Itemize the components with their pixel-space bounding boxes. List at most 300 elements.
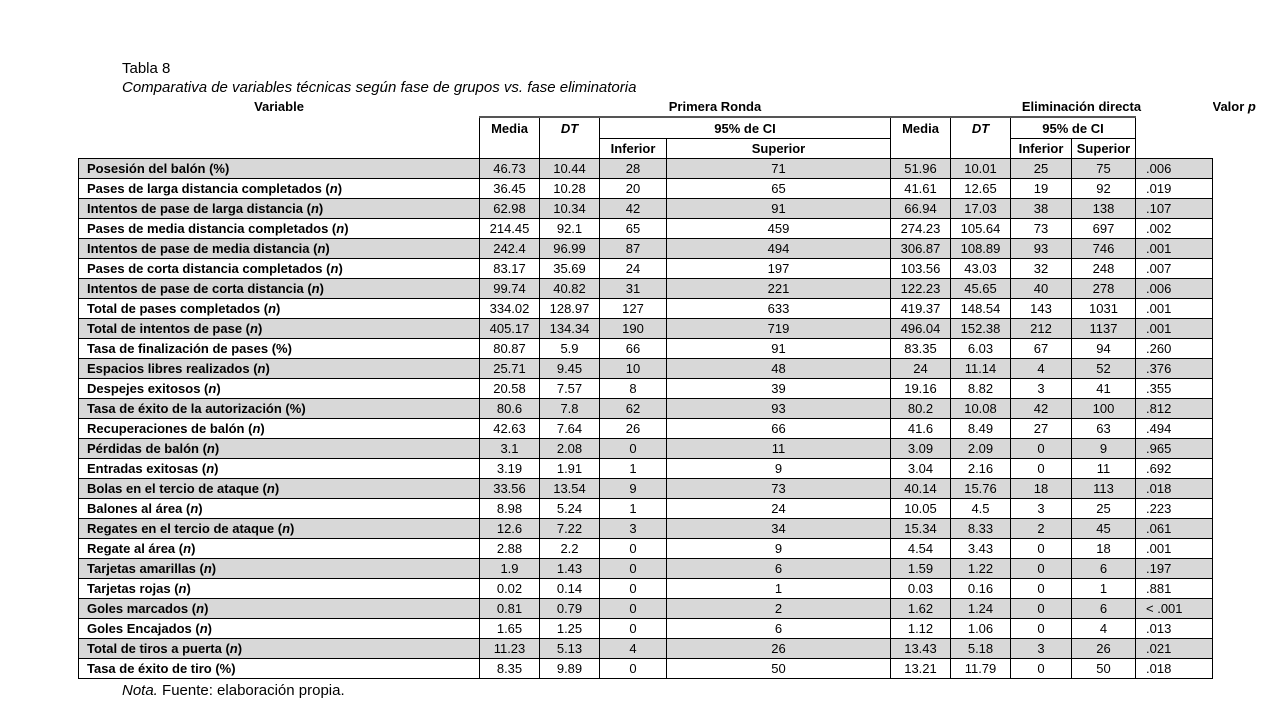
variable-cell: Recuperaciones de balón (n) [79, 419, 480, 439]
table-row [79, 519, 1277, 539]
ci-upper-2-cell: 45 [1072, 519, 1136, 539]
ci-upper-2-cell: 63 [1072, 419, 1136, 439]
mean-1-cell: 3.19 [480, 459, 540, 479]
sd-1-cell: 0.79 [540, 599, 600, 619]
ci-upper-1-cell: 91 [667, 199, 891, 219]
mean-1-cell: 33.56 [480, 479, 540, 499]
header-row-groups [79, 96, 1277, 117]
variable-cell: Intentos de pase de corta distancia (n) [79, 279, 480, 299]
ci-lower-1-cell: 24 [600, 259, 667, 279]
variable-cell: Intentos de pase de larga distancia (n) [79, 199, 480, 219]
mean-2-cell: 496.04 [891, 319, 951, 339]
ci-upper-1-cell: 71 [667, 159, 891, 179]
header-row-stats [79, 117, 1277, 139]
sd-1-cell: 40.82 [540, 279, 600, 299]
variable-cell: Intentos de pase de media distancia (n) [79, 239, 480, 259]
ci-upper-1-cell: 719 [667, 319, 891, 339]
variable-cell: Espacios libres realizados (n) [79, 359, 480, 379]
ci-lower-2-cell: 19 [1011, 179, 1072, 199]
ci-upper-1-cell: 34 [667, 519, 891, 539]
table-row [79, 239, 1277, 259]
ci-lower-2-cell: 2 [1011, 519, 1072, 539]
sd-2-cell: 0.16 [951, 579, 1011, 599]
table-row [79, 599, 1277, 619]
table-row [79, 359, 1277, 379]
variable-cell: Balones al área (n) [79, 499, 480, 519]
sd-1-cell: 5.9 [540, 339, 600, 359]
ci-lower-2-cell: 0 [1011, 459, 1072, 479]
p-value-cell: .355 [1136, 379, 1213, 399]
sd-2-cell: 1.22 [951, 559, 1011, 579]
sd-2-cell: 2.16 [951, 459, 1011, 479]
sd-2-cell: 8.49 [951, 419, 1011, 439]
ci-lower-2-cell: 3 [1011, 499, 1072, 519]
ci-upper-2-cell: 1031 [1072, 299, 1136, 319]
ci-header-2: 95% de CI [1011, 117, 1136, 139]
mean-1-cell: 0.02 [480, 579, 540, 599]
mean-2-cell: 83.35 [891, 339, 951, 359]
mean-2-cell: 274.23 [891, 219, 951, 239]
variable-cell: Total de intentos de pase (n) [79, 319, 480, 339]
ci-upper-2-cell: 9 [1072, 439, 1136, 459]
mean-2-cell: 1.62 [891, 599, 951, 619]
sd-1-cell: 10.44 [540, 159, 600, 179]
sd-2-cell: 45.65 [951, 279, 1011, 299]
mean-1-cell: 8.35 [480, 659, 540, 679]
ci-lower-1-cell: 0 [600, 439, 667, 459]
variable-cell: Bolas en el tercio de ataque (n) [79, 479, 480, 499]
ci-lower-2-cell: 40 [1011, 279, 1072, 299]
p-value-cell: .881 [1136, 579, 1213, 599]
sd-2-cell: 148.54 [951, 299, 1011, 319]
p-value-cell: .006 [1136, 159, 1213, 179]
sd-2-cell: 2.09 [951, 439, 1011, 459]
sd-2-cell: 12.65 [951, 179, 1011, 199]
ci-upper-1-cell: 1 [667, 579, 891, 599]
mean-1-cell: 214.45 [480, 219, 540, 239]
mean-1-cell: 8.98 [480, 499, 540, 519]
ci-upper-1-cell: 39 [667, 379, 891, 399]
sd-1-cell: 9.89 [540, 659, 600, 679]
sd-2-cell: 17.03 [951, 199, 1011, 219]
table-row [79, 159, 1277, 179]
sd-2-cell: 105.64 [951, 219, 1011, 239]
sd-1-cell: 35.69 [540, 259, 600, 279]
sd-2-cell: 8.33 [951, 519, 1011, 539]
mean-1-cell: 62.98 [480, 199, 540, 219]
sd-2-cell: 152.38 [951, 319, 1011, 339]
variable-cell: Tasa de finalización de pases (%) [79, 339, 480, 359]
sd-1-cell: 1.91 [540, 459, 600, 479]
ci-lower-1-cell: 0 [600, 659, 667, 679]
ci-upper-2-cell: 746 [1072, 239, 1136, 259]
ci-lower-1-cell: 31 [600, 279, 667, 299]
ci-lower-2-cell: 42 [1011, 399, 1072, 419]
sd-2-cell: 43.03 [951, 259, 1011, 279]
ci-upper-1-cell: 633 [667, 299, 891, 319]
ci-upper-2-cell: 50 [1072, 659, 1136, 679]
ci-lower-1-cell: 127 [600, 299, 667, 319]
ci-upper-2-cell: 26 [1072, 639, 1136, 659]
sd-1-cell: 13.54 [540, 479, 600, 499]
mean-2-cell: 80.2 [891, 399, 951, 419]
table-body [79, 159, 1277, 679]
mean-2-cell: 3.09 [891, 439, 951, 459]
ci-upper-2-cell: 248 [1072, 259, 1136, 279]
ci-lower-2-cell: 3 [1011, 639, 1072, 659]
mean-1-cell: 242.4 [480, 239, 540, 259]
table-number: Tabla 8 [122, 60, 171, 77]
mean-2-cell: 122.23 [891, 279, 951, 299]
sd-2-cell: 3.43 [951, 539, 1011, 559]
ci-lower-1-cell: 0 [600, 539, 667, 559]
ci-lower-1-cell: 0 [600, 619, 667, 639]
variable-cell: Goles Encajados (n) [79, 619, 480, 639]
p-value-cell: .001 [1136, 539, 1213, 559]
sd-1-cell: 96.99 [540, 239, 600, 259]
ci-lower-1-cell: 0 [600, 559, 667, 579]
sd-1-cell: 0.14 [540, 579, 600, 599]
ci-upper-2-cell: 697 [1072, 219, 1136, 239]
mean-2-cell: 41.61 [891, 179, 951, 199]
ci-lower-1-cell: 62 [600, 399, 667, 419]
ci-lower-2-cell: 67 [1011, 339, 1072, 359]
variable-cell: Entradas exitosas (n) [79, 459, 480, 479]
p-value-cell: .197 [1136, 559, 1213, 579]
ci-upper-1-cell: 91 [667, 339, 891, 359]
variable-cell: Pases de media distancia completados (n) [79, 219, 480, 239]
dt-header-2: DT [951, 117, 1011, 139]
table-row [79, 579, 1277, 599]
ci-lower-2-cell: 32 [1011, 259, 1072, 279]
ci-upper-1-cell: 65 [667, 179, 891, 199]
superior-header-1: Superior [667, 139, 891, 159]
mean-1-cell: 42.63 [480, 419, 540, 439]
ci-lower-2-cell: 0 [1011, 599, 1072, 619]
ci-lower-2-cell: 0 [1011, 619, 1072, 639]
mean-2-cell: 1.59 [891, 559, 951, 579]
table-caption: Comparativa de variables técnicas según fase de grupos vs. fase eliminatoria [122, 79, 637, 96]
variable-cell: Goles marcados (n) [79, 599, 480, 619]
variable-header: Variable [254, 99, 304, 114]
variable-cell: Tasa de éxito de tiro (%) [79, 659, 480, 679]
ci-upper-2-cell: 41 [1072, 379, 1136, 399]
sd-1-cell: 5.24 [540, 499, 600, 519]
mean-1-cell: 3.1 [480, 439, 540, 459]
variable-cell: Total de tiros a puerta (n) [79, 639, 480, 659]
table-row [79, 299, 1277, 319]
ci-upper-1-cell: 48 [667, 359, 891, 379]
ci-lower-2-cell: 25 [1011, 159, 1072, 179]
p-value-cell: .001 [1136, 239, 1213, 259]
ci-lower-2-cell: 3 [1011, 379, 1072, 399]
ci-lower-1-cell: 1 [600, 499, 667, 519]
ci-upper-1-cell: 6 [667, 619, 891, 639]
variable-cell: Pases de larga distancia completados (n) [79, 179, 480, 199]
variable-cell: Pases de corta distancia completados (n) [79, 259, 480, 279]
p-value-cell: .260 [1136, 339, 1213, 359]
p-value-cell: < .001 [1136, 599, 1213, 619]
ci-upper-2-cell: 75 [1072, 159, 1136, 179]
mean-1-cell: 99.74 [480, 279, 540, 299]
ci-lower-2-cell: 4 [1011, 359, 1072, 379]
sd-1-cell: 9.45 [540, 359, 600, 379]
ci-lower-1-cell: 190 [600, 319, 667, 339]
ci-lower-1-cell: 0 [600, 599, 667, 619]
mean-2-cell: 15.34 [891, 519, 951, 539]
mean-1-cell: 1.9 [480, 559, 540, 579]
ci-lower-1-cell: 87 [600, 239, 667, 259]
ci-upper-2-cell: 52 [1072, 359, 1136, 379]
media-header-2: Media [891, 117, 951, 139]
table-row [79, 399, 1277, 419]
p-value-cell: .494 [1136, 419, 1213, 439]
variable-cell: Tarjetas rojas (n) [79, 579, 480, 599]
sd-1-cell: 7.57 [540, 379, 600, 399]
ci-upper-1-cell: 221 [667, 279, 891, 299]
ci-upper-1-cell: 11 [667, 439, 891, 459]
mean-1-cell: 20.58 [480, 379, 540, 399]
ci-upper-2-cell: 25 [1072, 499, 1136, 519]
mean-2-cell: 13.21 [891, 659, 951, 679]
sd-2-cell: 5.18 [951, 639, 1011, 659]
inferior-header-1: Inferior [600, 139, 667, 159]
mean-1-cell: 12.6 [480, 519, 540, 539]
table-row [79, 199, 1277, 219]
mean-2-cell: 103.56 [891, 259, 951, 279]
sd-2-cell: 108.89 [951, 239, 1011, 259]
mean-2-cell: 13.43 [891, 639, 951, 659]
table-row [79, 319, 1277, 339]
ci-lower-1-cell: 28 [600, 159, 667, 179]
ci-lower-2-cell: 143 [1011, 299, 1072, 319]
ci-upper-1-cell: 494 [667, 239, 891, 259]
sd-1-cell: 7.64 [540, 419, 600, 439]
p-value-cell: .006 [1136, 279, 1213, 299]
sd-1-cell: 92.1 [540, 219, 600, 239]
p-value-cell: .812 [1136, 399, 1213, 419]
ci-lower-2-cell: 0 [1011, 659, 1072, 679]
ci-upper-2-cell: 6 [1072, 559, 1136, 579]
ci-lower-2-cell: 38 [1011, 199, 1072, 219]
mean-2-cell: 10.05 [891, 499, 951, 519]
sd-1-cell: 134.34 [540, 319, 600, 339]
p-value-cell: .001 [1136, 319, 1213, 339]
ci-upper-1-cell: 9 [667, 459, 891, 479]
mean-2-cell: 24 [891, 359, 951, 379]
sd-1-cell: 1.43 [540, 559, 600, 579]
mean-2-cell: 19.16 [891, 379, 951, 399]
ci-upper-2-cell: 1 [1072, 579, 1136, 599]
ci-lower-2-cell: 0 [1011, 579, 1072, 599]
ci-upper-1-cell: 24 [667, 499, 891, 519]
table-row [79, 179, 1277, 199]
ci-lower-1-cell: 42 [600, 199, 667, 219]
ci-upper-2-cell: 100 [1072, 399, 1136, 419]
table-row [79, 499, 1277, 519]
table-row [79, 619, 1277, 639]
p-value-cell: .107 [1136, 199, 1213, 219]
ci-lower-1-cell: 65 [600, 219, 667, 239]
mean-2-cell: 1.12 [891, 619, 951, 639]
mean-1-cell: 0.81 [480, 599, 540, 619]
ci-lower-1-cell: 66 [600, 339, 667, 359]
ci-lower-1-cell: 1 [600, 459, 667, 479]
p-value-cell: .223 [1136, 499, 1213, 519]
table-row [79, 419, 1277, 439]
p-value-cell: .061 [1136, 519, 1213, 539]
sd-1-cell: 7.22 [540, 519, 600, 539]
mean-2-cell: 51.96 [891, 159, 951, 179]
p-value-cell: .965 [1136, 439, 1213, 459]
sd-1-cell: 1.25 [540, 619, 600, 639]
sd-2-cell: 6.03 [951, 339, 1011, 359]
table-row [79, 339, 1277, 359]
ci-lower-1-cell: 0 [600, 579, 667, 599]
variable-cell: Total de pases completados (n) [79, 299, 480, 319]
table-row [79, 259, 1277, 279]
sd-2-cell: 1.06 [951, 619, 1011, 639]
mean-2-cell: 419.37 [891, 299, 951, 319]
ci-upper-2-cell: 92 [1072, 179, 1136, 199]
p-value-cell: .376 [1136, 359, 1213, 379]
p-value-cell: .001 [1136, 299, 1213, 319]
sd-2-cell: 8.82 [951, 379, 1011, 399]
table-row [79, 279, 1277, 299]
ci-upper-2-cell: 138 [1072, 199, 1136, 219]
p-value-cell: .013 [1136, 619, 1213, 639]
mean-2-cell: 0.03 [891, 579, 951, 599]
ci-upper-2-cell: 11 [1072, 459, 1136, 479]
p-value-cell: .018 [1136, 479, 1213, 499]
mean-1-cell: 11.23 [480, 639, 540, 659]
ci-upper-2-cell: 18 [1072, 539, 1136, 559]
p-value-cell: .021 [1136, 639, 1213, 659]
ci-upper-2-cell: 4 [1072, 619, 1136, 639]
sd-2-cell: 10.01 [951, 159, 1011, 179]
p-value-cell: .692 [1136, 459, 1213, 479]
sd-1-cell: 128.97 [540, 299, 600, 319]
sd-2-cell: 4.5 [951, 499, 1011, 519]
table-row [79, 639, 1277, 659]
ci-upper-2-cell: 94 [1072, 339, 1136, 359]
ci-upper-1-cell: 6 [667, 559, 891, 579]
primera-ronda-header: Primera Ronda [668, 98, 762, 114]
table-row [79, 459, 1277, 479]
ci-lower-2-cell: 0 [1011, 439, 1072, 459]
table-row [79, 479, 1277, 499]
dt-header-1: DT [540, 117, 600, 139]
sd-1-cell: 10.28 [540, 179, 600, 199]
ci-lower-2-cell: 27 [1011, 419, 1072, 439]
mean-2-cell: 66.94 [891, 199, 951, 219]
valor-p-header: Valor p [1212, 99, 1256, 114]
ci-lower-2-cell: 0 [1011, 559, 1072, 579]
variable-cell: Regates en el tercio de ataque (n) [79, 519, 480, 539]
ci-upper-1-cell: 50 [667, 659, 891, 679]
ci-lower-1-cell: 9 [600, 479, 667, 499]
ci-lower-1-cell: 3 [600, 519, 667, 539]
ci-lower-1-cell: 8 [600, 379, 667, 399]
ci-header-1: 95% de CI [600, 117, 891, 139]
ci-upper-1-cell: 66 [667, 419, 891, 439]
mean-1-cell: 2.88 [480, 539, 540, 559]
header-row-ci [79, 139, 1277, 159]
mean-2-cell: 4.54 [891, 539, 951, 559]
sd-2-cell: 15.76 [951, 479, 1011, 499]
ci-lower-2-cell: 73 [1011, 219, 1072, 239]
variable-cell: Regate al área (n) [79, 539, 480, 559]
table-row [79, 539, 1277, 559]
sd-2-cell: 10.08 [951, 399, 1011, 419]
inferior-header-2: Inferior [1011, 139, 1072, 159]
mean-2-cell: 3.04 [891, 459, 951, 479]
mean-2-cell: 41.6 [891, 419, 951, 439]
ci-upper-1-cell: 26 [667, 639, 891, 659]
sd-1-cell: 5.13 [540, 639, 600, 659]
stats-table [78, 96, 1277, 679]
ci-upper-2-cell: 6 [1072, 599, 1136, 619]
mean-1-cell: 405.17 [480, 319, 540, 339]
sd-2-cell: 11.79 [951, 659, 1011, 679]
mean-1-cell: 83.17 [480, 259, 540, 279]
p-value-cell: .018 [1136, 659, 1213, 679]
table-row [79, 219, 1277, 239]
sd-2-cell: 1.24 [951, 599, 1011, 619]
p-value-cell: .007 [1136, 259, 1213, 279]
variable-cell: Pérdidas de balón (n) [79, 439, 480, 459]
ci-lower-2-cell: 18 [1011, 479, 1072, 499]
variable-cell: Tarjetas amarillas (n) [79, 559, 480, 579]
ci-lower-1-cell: 26 [600, 419, 667, 439]
ci-upper-1-cell: 197 [667, 259, 891, 279]
mean-2-cell: 40.14 [891, 479, 951, 499]
table-note: Nota. Fuente: elaboración propia. [122, 682, 345, 699]
variable-cell: Tasa de éxito de la autorización (%) [79, 399, 480, 419]
ci-upper-1-cell: 2 [667, 599, 891, 619]
mean-1-cell: 1.65 [480, 619, 540, 639]
mean-1-cell: 25.71 [480, 359, 540, 379]
table-row [79, 559, 1277, 579]
table-row [79, 659, 1277, 679]
sd-2-cell: 11.14 [951, 359, 1011, 379]
ci-upper-1-cell: 93 [667, 399, 891, 419]
mean-1-cell: 334.02 [480, 299, 540, 319]
table-row [79, 379, 1277, 399]
ci-upper-2-cell: 113 [1072, 479, 1136, 499]
variable-cell: Despejes exitosos (n) [79, 379, 480, 399]
ci-upper-1-cell: 73 [667, 479, 891, 499]
ci-upper-1-cell: 9 [667, 539, 891, 559]
ci-lower-1-cell: 4 [600, 639, 667, 659]
superior-header-2: Superior [1072, 139, 1136, 159]
ci-lower-2-cell: 93 [1011, 239, 1072, 259]
media-header-1: Media [480, 117, 540, 139]
ci-upper-2-cell: 1137 [1072, 319, 1136, 339]
ci-upper-1-cell: 459 [667, 219, 891, 239]
variable-cell: Posesión del balón (%) [79, 159, 480, 179]
p-value-cell: .019 [1136, 179, 1213, 199]
ci-lower-1-cell: 10 [600, 359, 667, 379]
sd-1-cell: 7.8 [540, 399, 600, 419]
sd-1-cell: 2.2 [540, 539, 600, 559]
ci-upper-2-cell: 278 [1072, 279, 1136, 299]
ci-lower-2-cell: 212 [1011, 319, 1072, 339]
ci-lower-1-cell: 20 [600, 179, 667, 199]
table-row [79, 439, 1277, 459]
sd-1-cell: 2.08 [540, 439, 600, 459]
mean-2-cell: 306.87 [891, 239, 951, 259]
